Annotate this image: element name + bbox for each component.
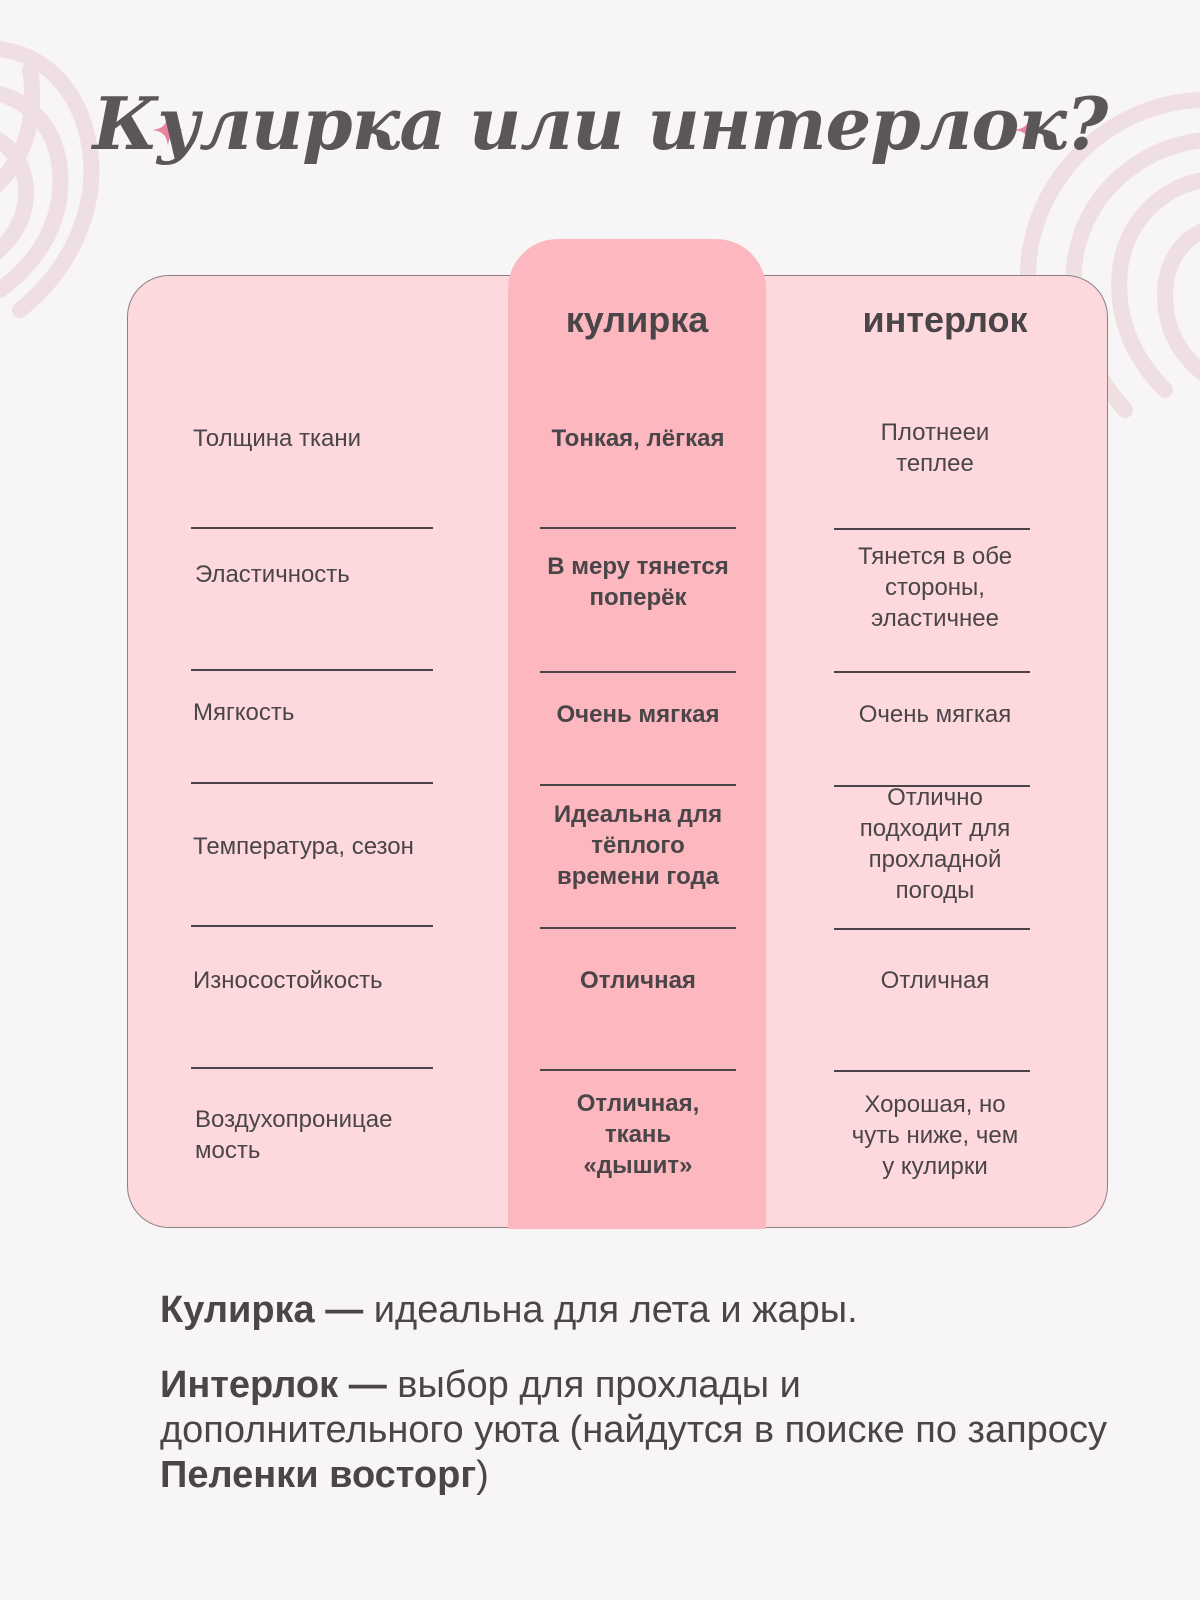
row-divider	[191, 1067, 433, 1069]
row-divider	[540, 1069, 736, 1071]
row-divider	[540, 927, 736, 929]
kulirka-column-highlight	[508, 239, 766, 1229]
kulirka-cell: Идеальна для тёплого времени года	[553, 800, 723, 890]
interlok-cell: Тянется в обе стороны, эластичнее	[857, 542, 1013, 632]
kulirka-cell: Отличная	[580, 966, 696, 994]
kulirka-header: кулирка	[565, 299, 709, 340]
search-query: Пеленки восторг	[160, 1454, 477, 1496]
kulirka-cell: Отличная, ткань «дышит»	[576, 1089, 700, 1179]
row-divider	[834, 1070, 1030, 1072]
row-divider	[834, 528, 1030, 530]
row-label: Температура, сезон	[193, 832, 414, 860]
row-label: Эластичность	[195, 560, 350, 588]
row-divider	[834, 671, 1030, 673]
kulirka-cell: В меру тянется поперёк	[547, 552, 729, 611]
kulirka-summary	[160, 1288, 1110, 1333]
row-label: Воздухопроницае мость	[195, 1105, 393, 1164]
row-divider	[191, 669, 433, 671]
row-label: Износостойкость	[193, 966, 383, 994]
interlok-cell: Плотнееи теплее	[880, 418, 990, 477]
interlok-cell: Отлично подходит для прохладной погоды	[859, 783, 1011, 904]
page-title: Кулирка или интерлок?	[92, 81, 1108, 166]
interlok-cell: Очень мягкая	[858, 700, 1012, 728]
interlok-summary-text: выбор для прохлады и дополнительного уюта (найдутся в поиске по запросу	[160, 1364, 1107, 1451]
row-divider	[540, 671, 736, 673]
row-divider	[191, 925, 433, 927]
interlok-cell: Отличная	[880, 966, 990, 994]
interlok-summary	[160, 1363, 1110, 1498]
summary-closing: )	[476, 1454, 489, 1496]
kulirka-cell: Тонкая, лёгкая	[551, 424, 725, 452]
kulirka-term: Кулирка —	[160, 1289, 364, 1331]
row-divider	[191, 782, 433, 784]
kulirka-cell: Очень мягкая	[556, 700, 720, 728]
interlok-term: Интерлок —	[160, 1364, 387, 1406]
kulirka-summary-text: идеальна для лета и жары.	[363, 1289, 858, 1331]
interlok-cell: Хорошая, но чуть ниже, чем у кулирки	[851, 1090, 1019, 1180]
interlok-header: интерлок	[862, 299, 1028, 340]
row-label: Толщина ткани	[193, 424, 362, 452]
row-divider	[540, 784, 736, 786]
row-divider	[540, 527, 736, 529]
row-divider	[834, 928, 1030, 930]
row-divider	[191, 527, 433, 529]
row-label: Мягкость	[193, 698, 295, 726]
